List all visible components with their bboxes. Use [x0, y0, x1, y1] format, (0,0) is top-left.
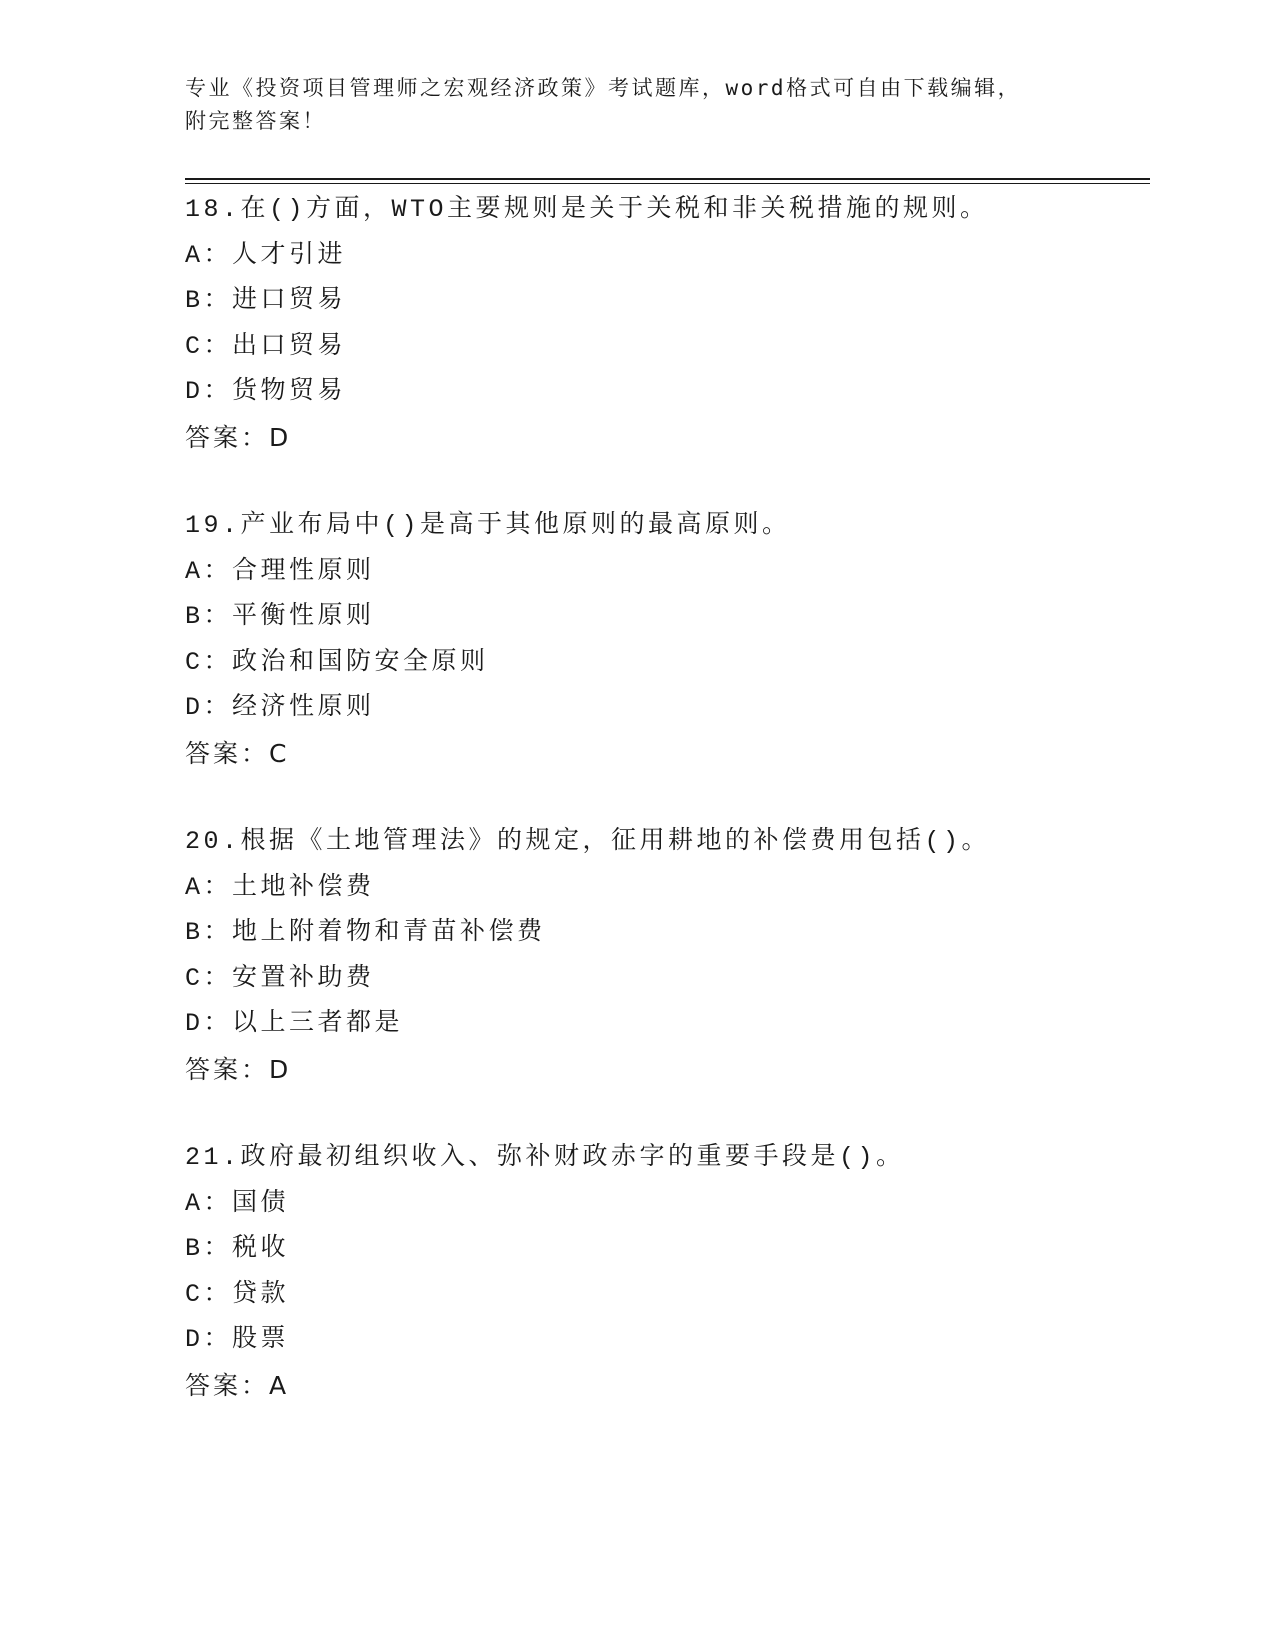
option-d: D：股票	[185, 1325, 290, 1354]
option-b: B：平衡性原则	[185, 602, 375, 631]
header-divider-top	[185, 178, 1150, 180]
option-c: C：出口贸易	[185, 331, 347, 361]
question-stem: 19.产业布局中()是高于其他原则的最高原则。	[185, 511, 791, 540]
option-a: A：土地补偿费	[185, 872, 375, 902]
question-20	[185, 819, 1165, 1092]
option-d: D：货物贸易	[185, 377, 347, 406]
header-line-2: 附完整答案！	[185, 109, 326, 133]
option-b: B：地上附着物和青苗补偿费	[185, 918, 546, 947]
question-21	[185, 1135, 1165, 1408]
question-stem: 18.在()方面，WTO主要规则是关于关税和非关税措施的规则。	[185, 195, 989, 224]
option-a: A：人才引进	[185, 240, 347, 270]
option-d: D：经济性原则	[185, 693, 375, 722]
answer-line: 答案：D	[185, 422, 292, 452]
option-c: C：安置补助费	[185, 963, 375, 993]
option-a: A：国债	[185, 1188, 290, 1218]
option-b: B：税收	[185, 1234, 290, 1263]
question-stem: 20.根据《土地管理法》的规定，征用耕地的补偿费用包括()。	[185, 827, 991, 856]
document-header	[185, 72, 1165, 138]
answer-line: 答案：C	[185, 738, 290, 768]
question-19	[185, 503, 1165, 776]
option-d: D：以上三者都是	[185, 1009, 404, 1038]
option-b: B：进口贸易	[185, 286, 347, 315]
header-divider-bottom	[185, 183, 1150, 184]
answer-line: 答案：D	[185, 1054, 292, 1084]
header-line-1: 专业《投资项目管理师之宏观经济政策》考试题库，word格式可自由下载编辑，	[185, 76, 1022, 100]
answer-line: 答案：A	[185, 1370, 290, 1400]
question-18	[185, 187, 1165, 460]
option-a: A：合理性原则	[185, 556, 375, 586]
option-c: C：政治和国防安全原则	[185, 647, 489, 677]
question-stem: 21.政府最初组织收入、弥补财政赤字的重要手段是()。	[185, 1143, 905, 1172]
option-c: C：贷款	[185, 1279, 290, 1309]
